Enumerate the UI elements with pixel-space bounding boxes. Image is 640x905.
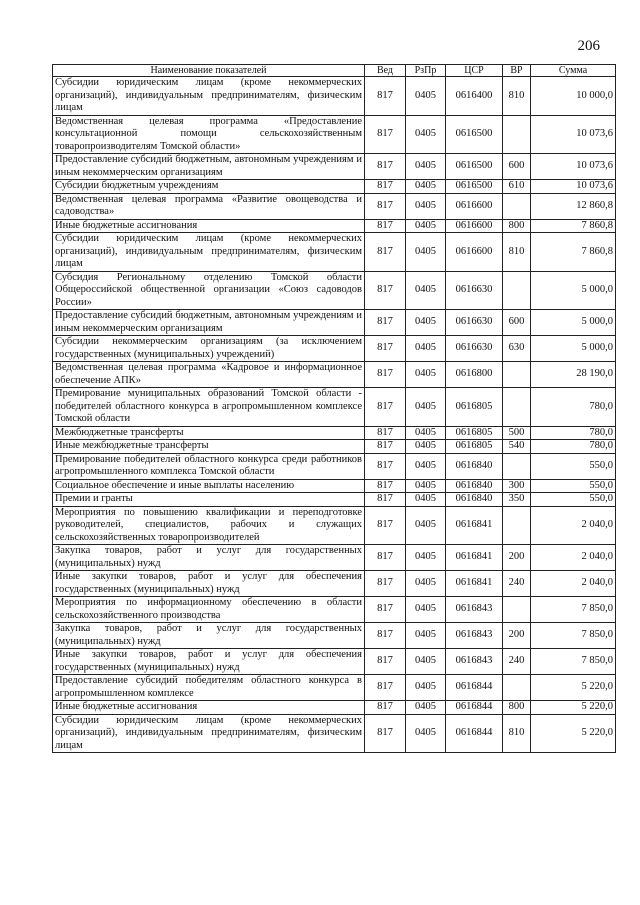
row-ved-cell: 817 (365, 193, 406, 219)
row-sum-cell: 5 000,0 (531, 271, 616, 310)
row-ved-cell: 817 (365, 115, 406, 154)
row-vr-cell: 800 (503, 701, 531, 715)
row-sum-cell: 2 040,0 (531, 545, 616, 571)
row-sum-cell: 780,0 (531, 426, 616, 440)
row-vr-cell: 200 (503, 623, 531, 649)
row-csr-cell: 0616844 (446, 675, 503, 701)
table-row (53, 545, 616, 571)
row-name-cell: Субсидии некоммерческим организациям (за исключением государственных (муниципальных) учреждений) (53, 336, 365, 362)
table-row (53, 193, 616, 219)
row-sum-cell: 550,0 (531, 493, 616, 507)
row-sum-cell: 550,0 (531, 479, 616, 493)
row-name-cell: Межбюджетные трансферты (53, 426, 365, 440)
row-ved-cell: 817 (365, 597, 406, 623)
row-ved-cell: 817 (365, 180, 406, 194)
row-rzpr-cell: 0405 (406, 233, 446, 272)
row-rzpr-cell: 0405 (406, 271, 446, 310)
table-row (53, 440, 616, 454)
row-name-cell: Социальное обеспечение и иные выплаты населению (53, 479, 365, 493)
row-name-cell: Ведомственная целевая программа «Предоставление консультационной помощи сельскохозяйственным товаропроизводителям Томской области» (53, 115, 365, 154)
row-csr-cell: 0616840 (446, 479, 503, 493)
row-vr-cell: 810 (503, 233, 531, 272)
row-sum-cell: 7 850,0 (531, 649, 616, 675)
row-vr-cell: 240 (503, 649, 531, 675)
row-ved-cell: 817 (365, 388, 406, 427)
row-sum-cell: 2 040,0 (531, 506, 616, 545)
row-name-cell: Иные закупки товаров, работ и услуг для обеспечения государственных (муниципальных) нужд (53, 571, 365, 597)
row-csr-cell: 0616630 (446, 271, 503, 310)
row-csr-cell: 0616841 (446, 571, 503, 597)
row-csr-cell: 0616805 (446, 440, 503, 454)
row-rzpr-cell: 0405 (406, 154, 446, 180)
row-name-cell: Мероприятия по информационному обеспечению в области сельскохозяйственного производства (53, 597, 365, 623)
row-vr-cell (503, 193, 531, 219)
table-row (53, 571, 616, 597)
table-row (53, 233, 616, 272)
row-sum-cell: 10 000,0 (531, 77, 616, 116)
row-vr-cell (503, 597, 531, 623)
table-body (53, 77, 616, 753)
row-rzpr-cell: 0405 (406, 310, 446, 336)
row-rzpr-cell: 0405 (406, 336, 446, 362)
row-ved-cell: 817 (365, 701, 406, 715)
table-row (53, 180, 616, 194)
row-sum-cell: 2 040,0 (531, 571, 616, 597)
page-number: 206 (577, 38, 600, 54)
row-vr-cell (503, 271, 531, 310)
header-csr: ЦСР (446, 65, 503, 77)
row-ved-cell: 817 (365, 77, 406, 116)
row-ved-cell: 817 (365, 453, 406, 479)
row-rzpr-cell: 0405 (406, 180, 446, 194)
row-rzpr-cell: 0405 (406, 193, 446, 219)
row-csr-cell: 0616805 (446, 388, 503, 427)
row-vr-cell (503, 388, 531, 427)
row-rzpr-cell: 0405 (406, 388, 446, 427)
row-name-cell: Премирование победителей областного конкурса среди работников агропромышленного комплекса Томской области (53, 453, 365, 479)
table-header-row (53, 65, 616, 77)
row-sum-cell: 5 220,0 (531, 714, 616, 753)
row-sum-cell: 780,0 (531, 440, 616, 454)
table-row (53, 271, 616, 310)
row-vr-cell (503, 506, 531, 545)
row-name-cell: Субсидии бюджетным учреждениям (53, 180, 365, 194)
table-row (53, 362, 616, 388)
row-vr-cell: 610 (503, 180, 531, 194)
row-vr-cell: 810 (503, 77, 531, 116)
row-vr-cell: 800 (503, 219, 531, 233)
row-rzpr-cell: 0405 (406, 701, 446, 715)
row-ved-cell: 817 (365, 479, 406, 493)
row-rzpr-cell: 0405 (406, 714, 446, 753)
row-rzpr-cell: 0405 (406, 571, 446, 597)
row-csr-cell: 0616630 (446, 336, 503, 362)
table-row (53, 479, 616, 493)
table-row (53, 115, 616, 154)
row-csr-cell: 0616600 (446, 193, 503, 219)
table-row (53, 453, 616, 479)
row-csr-cell: 0616843 (446, 649, 503, 675)
table-row (53, 714, 616, 753)
row-ved-cell: 817 (365, 233, 406, 272)
row-ved-cell: 817 (365, 440, 406, 454)
row-ved-cell: 817 (365, 271, 406, 310)
row-ved-cell: 817 (365, 506, 406, 545)
row-rzpr-cell: 0405 (406, 115, 446, 154)
row-vr-cell: 540 (503, 440, 531, 454)
header-name: Наименование показателей (53, 65, 365, 77)
row-csr-cell: 0616600 (446, 233, 503, 272)
row-vr-cell: 600 (503, 310, 531, 336)
table-row (53, 506, 616, 545)
row-vr-cell (503, 453, 531, 479)
row-csr-cell: 0616805 (446, 426, 503, 440)
row-csr-cell: 0616500 (446, 154, 503, 180)
row-sum-cell: 7 860,8 (531, 219, 616, 233)
row-rzpr-cell: 0405 (406, 675, 446, 701)
row-ved-cell: 817 (365, 336, 406, 362)
row-vr-cell: 500 (503, 426, 531, 440)
row-sum-cell: 5 220,0 (531, 675, 616, 701)
table-row (53, 388, 616, 427)
row-sum-cell: 10 073,6 (531, 154, 616, 180)
row-vr-cell (503, 362, 531, 388)
row-name-cell: Иные закупки товаров, работ и услуг для обеспечения государственных (муниципальных) нужд (53, 649, 365, 675)
header-sum: Сумма (531, 65, 616, 77)
row-csr-cell: 0616840 (446, 493, 503, 507)
row-vr-cell: 240 (503, 571, 531, 597)
row-csr-cell: 0616630 (446, 310, 503, 336)
row-ved-cell: 817 (365, 219, 406, 233)
row-csr-cell: 0616841 (446, 545, 503, 571)
row-rzpr-cell: 0405 (406, 219, 446, 233)
row-rzpr-cell: 0405 (406, 545, 446, 571)
row-sum-cell: 7 850,0 (531, 623, 616, 649)
row-sum-cell: 7 850,0 (531, 597, 616, 623)
row-name-cell: Премирование муниципальных образований Томской области - победителей областного конкурса в агропромышленном комплексе Томской области (53, 388, 365, 427)
row-name-cell: Субсидии юридическим лицам (кроме некоммерческих организаций), индивидуальным предпринимателям, физическим лицам (53, 714, 365, 753)
row-csr-cell: 0616600 (446, 219, 503, 233)
row-name-cell: Мероприятия по повышению квалификации и переподготовке руководителей, специалистов, рабочих и служащих сельскохозяйственных товаропроизводителей (53, 506, 365, 545)
row-rzpr-cell: 0405 (406, 440, 446, 454)
row-name-cell: Премии и гранты (53, 493, 365, 507)
row-ved-cell: 817 (365, 426, 406, 440)
row-ved-cell: 817 (365, 649, 406, 675)
table-row (53, 649, 616, 675)
row-rzpr-cell: 0405 (406, 649, 446, 675)
row-name-cell: Предоставление субсидий бюджетным, автономным учреждениям и иным некоммерческим организациям (53, 310, 365, 336)
row-ved-cell: 817 (365, 714, 406, 753)
row-csr-cell: 0616400 (446, 77, 503, 116)
row-rzpr-cell: 0405 (406, 453, 446, 479)
row-name-cell: Субсидии юридическим лицам (кроме некоммерческих организаций), индивидуальным предпринимателям, физическим лицам (53, 77, 365, 116)
row-ved-cell: 817 (365, 493, 406, 507)
row-sum-cell: 550,0 (531, 453, 616, 479)
row-rzpr-cell: 0405 (406, 426, 446, 440)
table-row (53, 426, 616, 440)
table-row (53, 675, 616, 701)
row-rzpr-cell: 0405 (406, 77, 446, 116)
table-row (53, 493, 616, 507)
row-name-cell: Ведомственная целевая программа «Кадровое и информационное обеспечение АПК» (53, 362, 365, 388)
header-ved: Вед (365, 65, 406, 77)
row-ved-cell: 817 (365, 675, 406, 701)
table-row (53, 701, 616, 715)
table-row (53, 154, 616, 180)
row-rzpr-cell: 0405 (406, 506, 446, 545)
row-sum-cell: 28 190,0 (531, 362, 616, 388)
row-sum-cell: 5 000,0 (531, 310, 616, 336)
header-vr: ВР (503, 65, 531, 77)
row-rzpr-cell: 0405 (406, 623, 446, 649)
header-rzpr: РзПр (406, 65, 446, 77)
table-row (53, 597, 616, 623)
table-row (53, 336, 616, 362)
row-csr-cell: 0616800 (446, 362, 503, 388)
row-name-cell: Закупка товаров, работ и услуг для государственных (муниципальных) нужд (53, 545, 365, 571)
row-sum-cell: 7 860,8 (531, 233, 616, 272)
row-vr-cell: 600 (503, 154, 531, 180)
row-name-cell: Иные бюджетные ассигнования (53, 219, 365, 233)
table-row (53, 623, 616, 649)
row-rzpr-cell: 0405 (406, 597, 446, 623)
table-row (53, 310, 616, 336)
table-row (53, 219, 616, 233)
row-vr-cell (503, 115, 531, 154)
row-sum-cell: 12 860,8 (531, 193, 616, 219)
row-vr-cell: 630 (503, 336, 531, 362)
row-ved-cell: 817 (365, 362, 406, 388)
table-row (53, 77, 616, 116)
row-name-cell: Субсидии юридическим лицам (кроме некоммерческих организаций), индивидуальным предпринимателям, физическим лицам (53, 233, 365, 272)
row-ved-cell: 817 (365, 623, 406, 649)
row-csr-cell: 0616844 (446, 701, 503, 715)
budget-table (52, 64, 616, 753)
row-vr-cell (503, 675, 531, 701)
row-name-cell: Субсидия Региональному отделению Томской области Общероссийской общественной организации «Союз садоводов России» (53, 271, 365, 310)
row-sum-cell: 5 220,0 (531, 701, 616, 715)
row-ved-cell: 817 (365, 154, 406, 180)
row-vr-cell: 200 (503, 545, 531, 571)
row-ved-cell: 817 (365, 545, 406, 571)
row-csr-cell: 0616844 (446, 714, 503, 753)
row-sum-cell: 5 000,0 (531, 336, 616, 362)
row-csr-cell: 0616840 (446, 453, 503, 479)
row-vr-cell: 300 (503, 479, 531, 493)
row-sum-cell: 10 073,6 (531, 180, 616, 194)
row-name-cell: Иные межбюджетные трансферты (53, 440, 365, 454)
row-name-cell: Предоставление субсидий бюджетным, автономным учреждениям и иным некоммерческим организациям (53, 154, 365, 180)
row-name-cell: Предоставление субсидий победителям областного конкурса в агропромышленном комплексе (53, 675, 365, 701)
row-vr-cell: 350 (503, 493, 531, 507)
row-csr-cell: 0616841 (446, 506, 503, 545)
row-ved-cell: 817 (365, 310, 406, 336)
row-rzpr-cell: 0405 (406, 493, 446, 507)
row-name-cell: Закупка товаров, работ и услуг для государственных (муниципальных) нужд (53, 623, 365, 649)
row-ved-cell: 817 (365, 571, 406, 597)
row-csr-cell: 0616843 (446, 597, 503, 623)
row-vr-cell: 810 (503, 714, 531, 753)
row-rzpr-cell: 0405 (406, 479, 446, 493)
row-rzpr-cell: 0405 (406, 362, 446, 388)
row-name-cell: Ведомственная целевая программа «Развитие овощеводства и садоводства» (53, 193, 365, 219)
row-csr-cell: 0616500 (446, 115, 503, 154)
row-name-cell: Иные бюджетные ассигнования (53, 701, 365, 715)
row-sum-cell: 780,0 (531, 388, 616, 427)
row-sum-cell: 10 073,6 (531, 115, 616, 154)
row-csr-cell: 0616843 (446, 623, 503, 649)
row-csr-cell: 0616500 (446, 180, 503, 194)
